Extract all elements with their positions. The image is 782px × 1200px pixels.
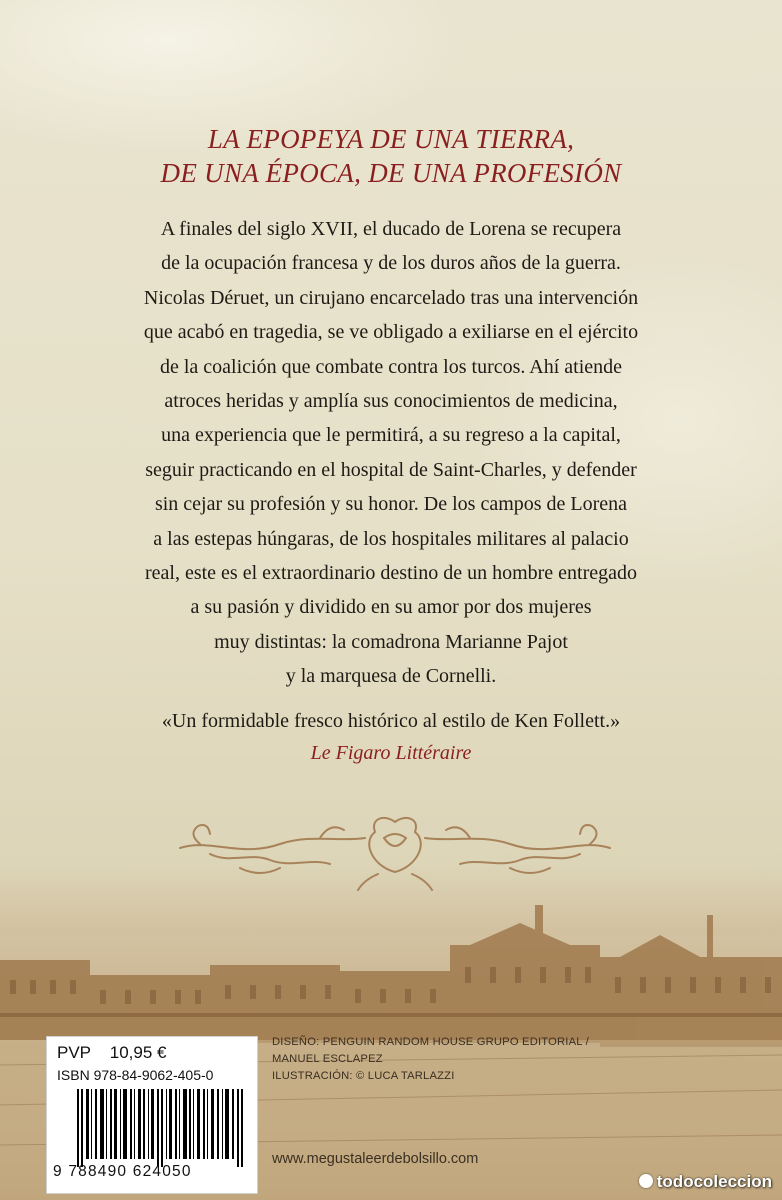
synopsis-line: de la coalición que combate contra los turcos. Ahí atiende xyxy=(159,355,623,378)
headline-line-1: LA EPOPEYA DE UNA TIERRA, xyxy=(207,124,575,154)
publisher-website: www.megustaleerdebolsillo.com xyxy=(272,1151,479,1167)
synopsis-line: a las estepas húngaras, de los hospitales militares al palacio xyxy=(153,527,629,550)
watermark xyxy=(639,1172,772,1192)
synopsis-line: una experiencia que le permitirá, a su regreso a la capital, xyxy=(161,424,621,447)
synopsis-line: A finales del siglo XVII, el ducado de Lorena se recupera xyxy=(160,218,622,240)
watermark-logo-icon xyxy=(639,1174,653,1188)
review-quote: «Un formidable fresco histórico al estilo de Ken Follett.» xyxy=(161,710,621,732)
credits-illustration: ILUSTRACIÓN: © LUCA TARLAZZI xyxy=(272,1070,455,1082)
review-source: Le Figaro Littéraire xyxy=(310,742,472,764)
price-value: 10,95 € xyxy=(109,1043,167,1062)
synopsis-line: que acabó en tragedia, se ve obligado a exiliarse en el ejército xyxy=(143,321,639,344)
synopsis-line: atroces heridas y amplía sus conocimientos de medicina, xyxy=(164,389,618,412)
synopsis-line: de la ocupación francesa y de los duros años de la guerra. xyxy=(161,252,621,275)
isbn: ISBN 978-84-9062-405-0 xyxy=(57,1067,214,1083)
barcode-digits: 9 788490 624050 xyxy=(53,1163,192,1180)
synopsis-line: y la marquesa de Cornelli. xyxy=(285,665,497,688)
price-isbn-box xyxy=(46,1036,258,1194)
synopsis xyxy=(60,212,722,693)
synopsis-line: a su pasión y dividido en su amor por dos mujeres xyxy=(190,596,592,619)
credits-designer: MANUEL ESCLAPEZ xyxy=(272,1053,383,1065)
barcode xyxy=(77,1089,247,1167)
synopsis-line: seguir practicando en el hospital de Saint-Charles, y defender xyxy=(145,458,637,481)
synopsis-line: real, este es el extraordinario destino de un hombre entregado xyxy=(144,561,638,584)
watermark-text: todocoleccion xyxy=(656,1172,772,1191)
price-label: PVP xyxy=(57,1043,92,1062)
synopsis-line: Nicolas Déruet, un cirujano encarcelado tras una intervención xyxy=(143,286,639,309)
baroque-ornament xyxy=(170,808,620,898)
price-row xyxy=(57,1043,247,1063)
headline-line-2: DE UNA ÉPOCA, DE UNA PROFESIÓN xyxy=(160,158,622,188)
synopsis-line: sin cejar su profesión y su honor. De los campos de Lorena xyxy=(154,493,628,516)
synopsis-line: muy distintas: la comadrona Marianne Pajot xyxy=(214,630,568,653)
credits xyxy=(272,1034,592,1085)
credits-design: DISEÑO: PENGUIN RANDOM HOUSE GRUPO EDITORIAL / xyxy=(272,1036,589,1048)
